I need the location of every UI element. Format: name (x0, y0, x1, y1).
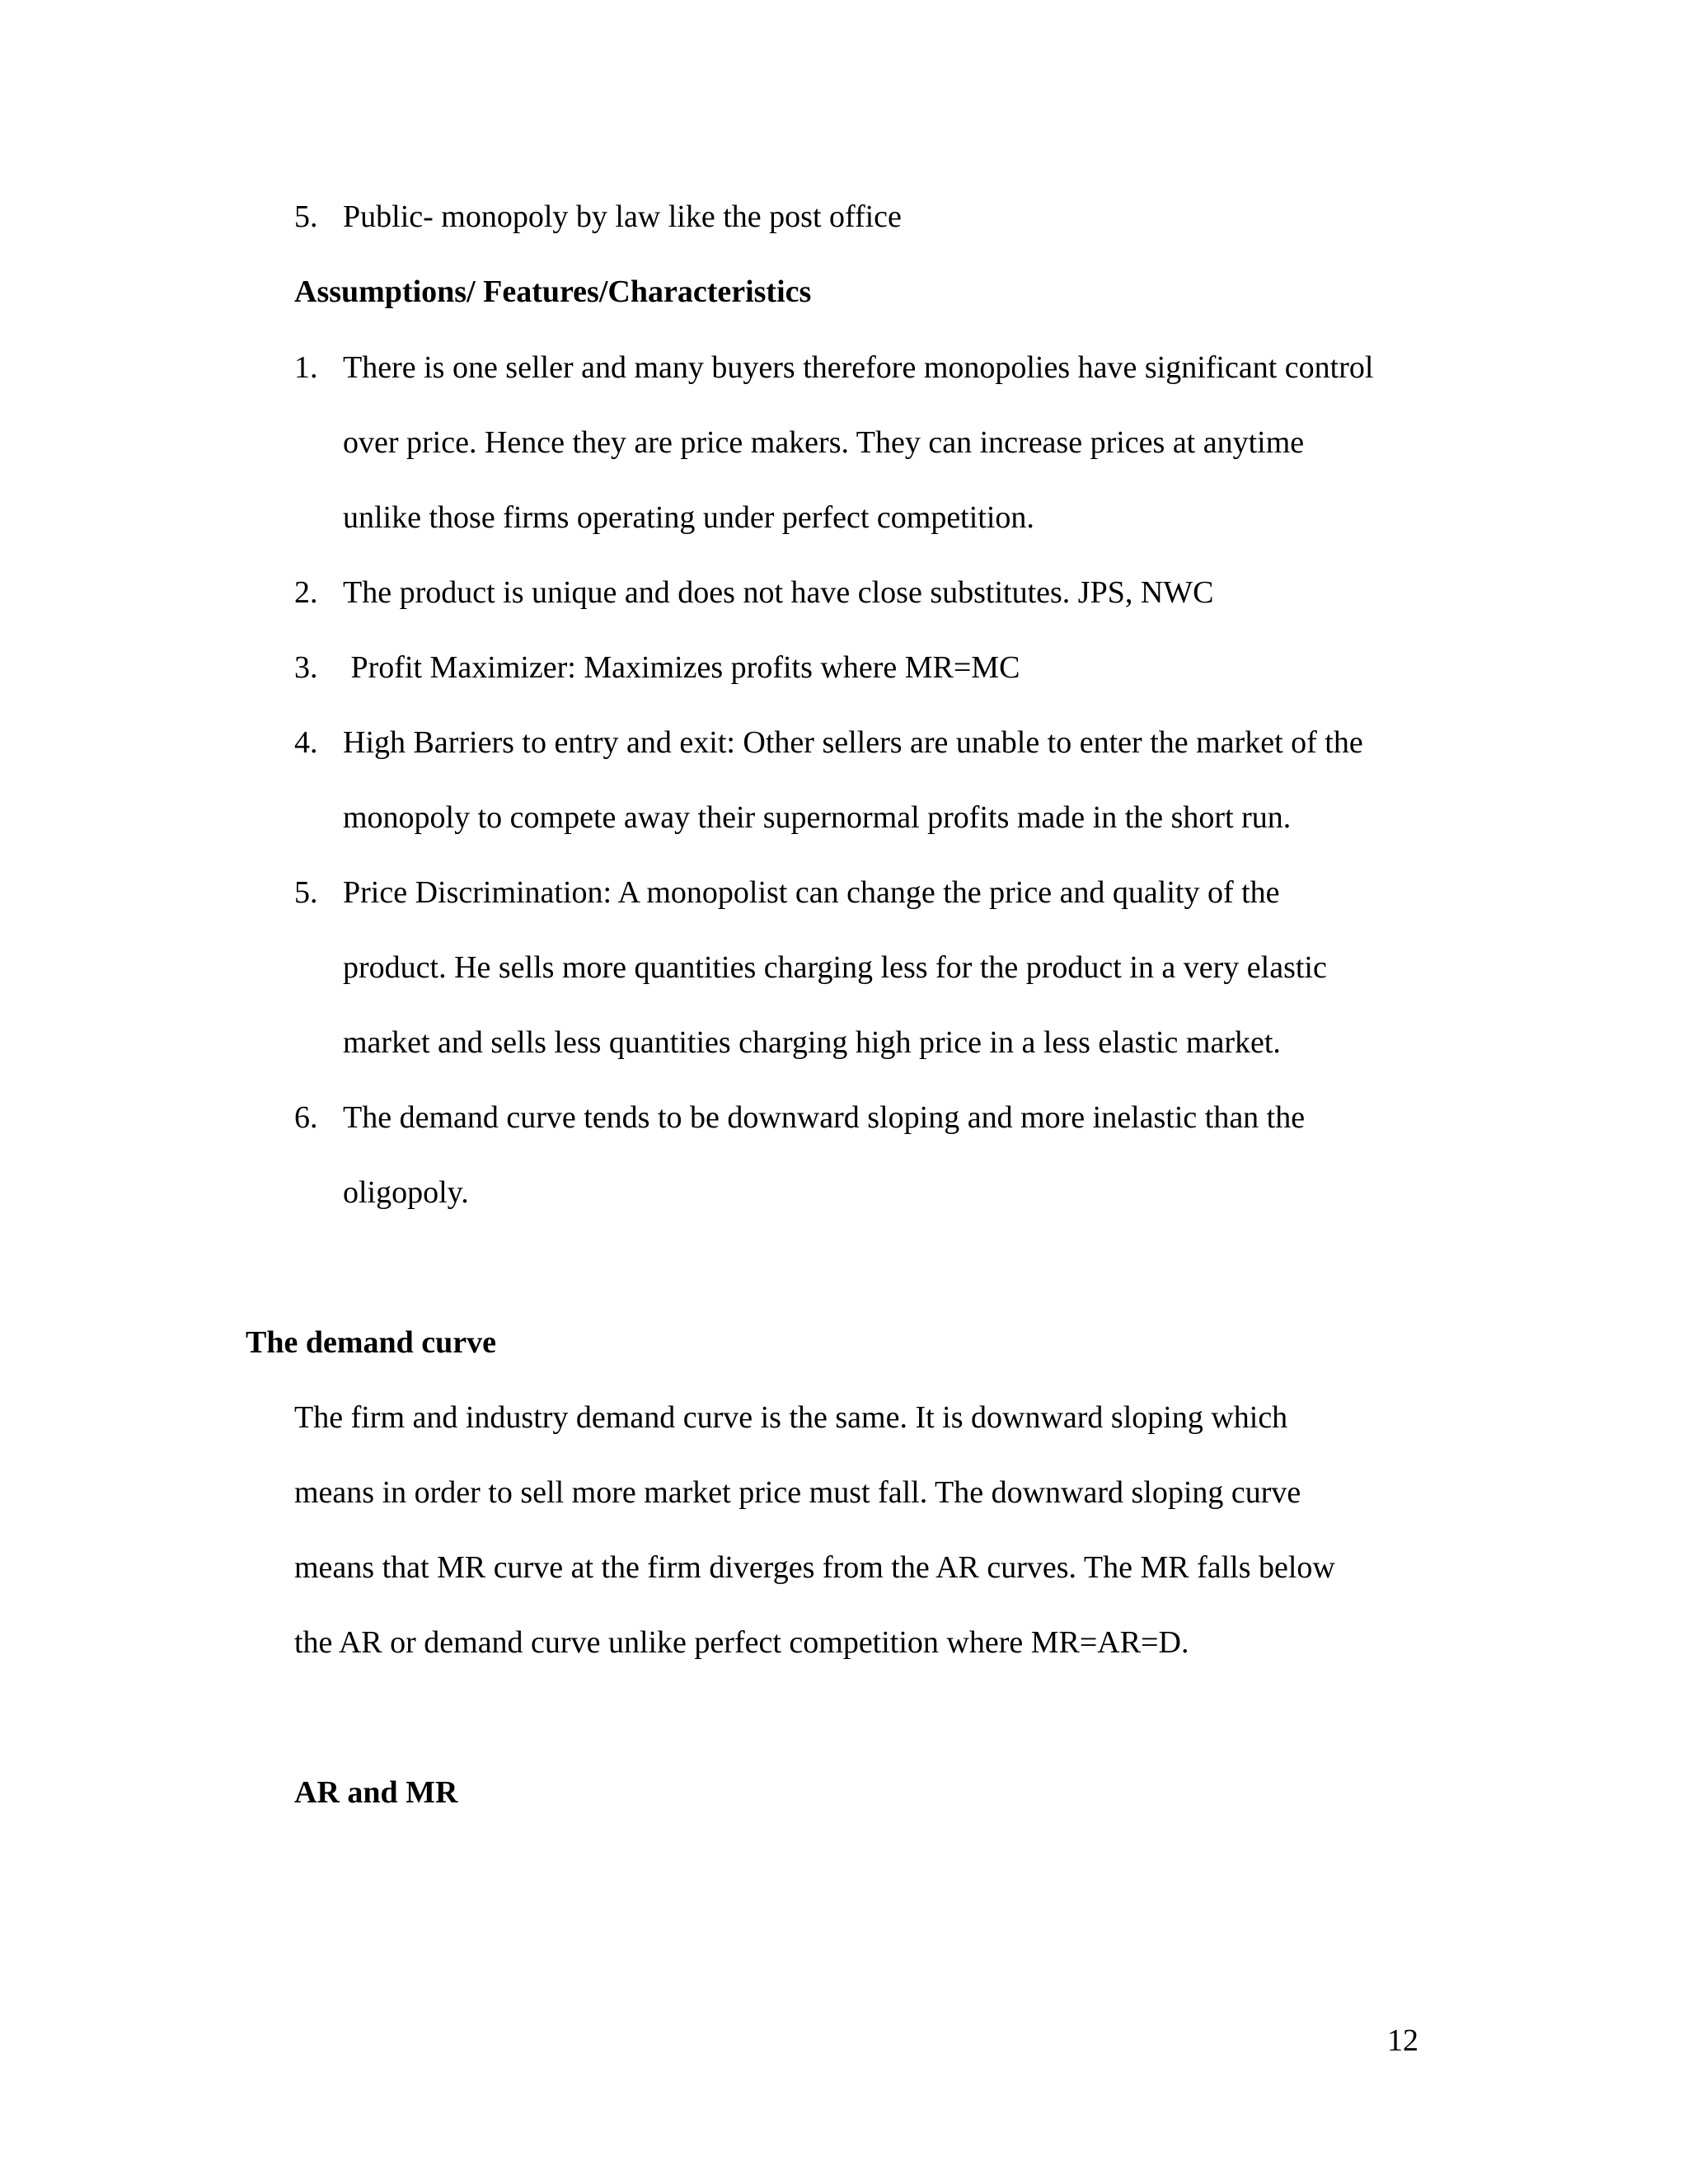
assumption-item-1-line-2: over price. Hence they are price makers. They can increase prices at anytime (343, 425, 1305, 460)
intro-item-number: 5. (294, 199, 318, 234)
assumption-item-3-number: 3. (294, 650, 318, 685)
assumption-item-6-line-1: The demand curve tends to be downward sloping and more inelastic than the (343, 1100, 1306, 1135)
assumption-item-5-line-2: product. He sells more quantities charging less for the product in a very elastic (343, 950, 1327, 985)
assumption-item-6-number: 6. (294, 1100, 318, 1135)
demand-curve-line-3: means that MR curve at the firm diverges from the AR curves. The MR falls below (294, 1550, 1335, 1585)
assumptions-heading: Assumptions/ Features/Characteristics (294, 274, 812, 309)
assumption-item-4-line-1: High Barriers to entry and exit: Other sellers are unable to enter the market of the (343, 725, 1363, 760)
assumption-item-5-line-1: Price Discrimination: A monopolist can change the price and quality of the (343, 875, 1280, 910)
assumption-item-2-line-1: The product is unique and does not have close substitutes. JPS, NWC (343, 575, 1214, 610)
assumption-item-1-line-1: There is one seller and many buyers therefore monopolies have significant control (343, 350, 1374, 385)
assumption-item-5-number: 5. (294, 875, 318, 910)
demand-curve-line-1: The firm and industry demand curve is the same. It is downward sloping which (294, 1400, 1288, 1435)
assumption-item-4-number: 4. (294, 725, 318, 760)
assumption-item-6-line-2: oligopoly. (343, 1175, 469, 1210)
demand-curve-line-2: means in order to sell more market price must fall. The downward sloping curve (294, 1475, 1301, 1510)
demand-curve-heading: The demand curve (246, 1325, 496, 1360)
assumption-item-2-number: 2. (294, 575, 318, 610)
page-number: 12 (1387, 2023, 1418, 2058)
assumption-item-1-number: 1. (294, 350, 318, 385)
demand-curve-line-4: the AR or demand curve unlike perfect competition where MR=AR=D. (294, 1625, 1189, 1660)
assumption-item-3-line-1: Profit Maximizer: Maximizes profits where MR=MC (343, 650, 1020, 685)
intro-item-text: Public- monopoly by law like the post office (343, 199, 902, 234)
ar-mr-heading: AR and MR (294, 1775, 458, 1810)
assumption-item-4-line-2: monopoly to compete away their supernormal profits made in the short run. (343, 800, 1292, 835)
assumption-item-1-line-3: unlike those firms operating under perfect competition. (343, 500, 1034, 535)
assumption-item-5-line-3: market and sells less quantities charging high price in a less elastic market. (343, 1025, 1281, 1060)
